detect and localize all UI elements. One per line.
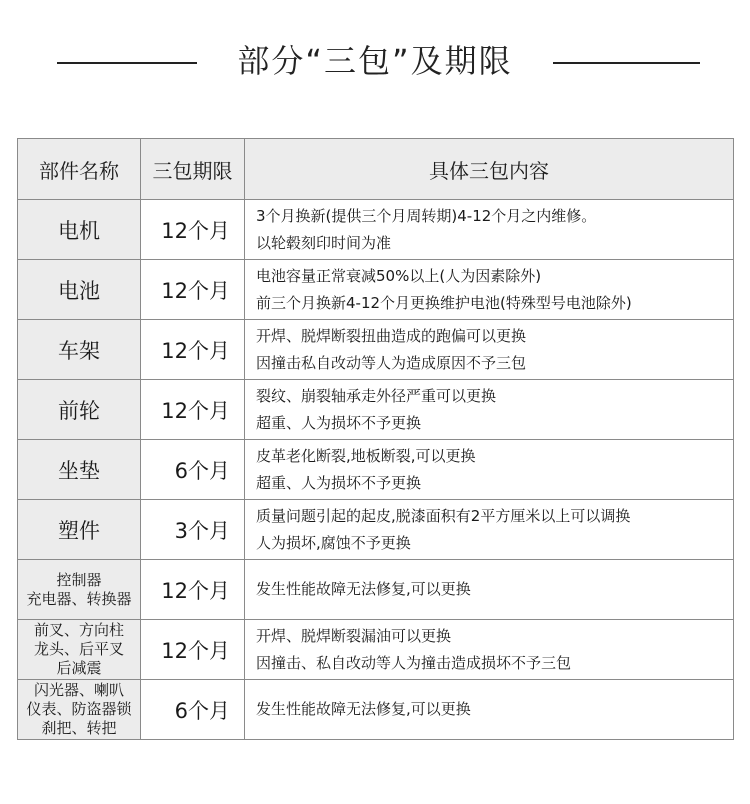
warranty-period: 12个月 [141,560,245,620]
part-name-cell [18,200,141,260]
header-part: 部件名称 [18,139,141,200]
warranty-content-line: 发生性能故障无法修复,可以更换 [256,700,471,718]
part-name: 控制器 [56,570,102,589]
warranty-content-line: 超重、人为损坏不予更换 [256,473,422,492]
part-name: 电机 [58,218,100,243]
header-period: 三包期限 [141,139,245,200]
part-name: 塑件 [58,518,100,543]
warranty-content-line: 3个月换新(提供三个月周转期)4-12个月之内维修。 [256,206,597,225]
warranty-content-cell [245,320,734,380]
warranty-period: 12个月 [141,380,245,440]
warranty-period: 12个月 [141,200,245,260]
warranty-content-line: 前三个月换新4-12个月更换维护电池(特殊型号电池除外) [256,293,632,312]
warranty-period: 12个月 [141,260,245,320]
part-name: 坐垫 [58,458,100,483]
warranty-content-cell [245,680,734,740]
warranty-content-line: 开焊、脱焊断裂漏油可以更换 [256,626,452,645]
part-name: 车架 [58,338,100,363]
part-name-cell [18,560,141,620]
part-name-cell [18,380,141,440]
part-name-cell [18,260,141,320]
table-body [18,200,734,740]
warranty-content-line: 开焊、脱焊断裂扭曲造成的跑偏可以更换 [256,326,527,345]
warranty-content-line: 人为损坏,腐蚀不予更换 [256,533,411,552]
part-name-cell [18,440,141,500]
part-name-cell [18,500,141,560]
table-row [18,320,734,380]
warranty-content-cell [245,500,734,560]
warranty-content-line: 发生性能故障无法修复,可以更换 [256,580,471,598]
warranty-content-cell [245,560,734,620]
part-name: 仪表、防盗器锁 [26,700,132,718]
table-row [18,380,734,440]
table-row [18,680,734,740]
part-name: 闪光器、喇叭 [33,681,124,699]
warranty-content-line: 电池容量正常衰减50%以上(人为因素除外) [256,266,542,285]
part-name: 后减震 [56,659,102,677]
warranty-content-cell [245,380,734,440]
part-name: 前轮 [58,398,100,423]
table-row [18,620,734,680]
warranty-period: 12个月 [141,320,245,380]
part-name-cell [18,680,141,740]
table-row [18,200,734,260]
header-content: 具体三包内容 [245,139,734,200]
warranty-content-cell [245,440,734,500]
warranty-content-line: 以轮毂刻印时间为准 [256,233,392,252]
part-name: 前叉、方向柱 [33,621,124,639]
warranty-content-line: 因撞击私自改动等人为造成原因不予三包 [256,353,527,372]
warranty-period: 3个月 [141,500,245,560]
table-row [18,440,734,500]
warranty-content-line: 质量问题引起的起皮,脱漆面积有2平方厘米以上可以调换 [256,506,631,525]
warranty-period: 6个月 [141,680,245,740]
part-name: 电池 [58,278,100,303]
warranty-content-line: 因撞击、私自改动等人为撞击造成损坏不予三包 [256,653,572,672]
table-row [18,560,734,620]
page-title: 部分“三包”及期限 [237,42,513,80]
title-bar [0,36,750,86]
part-name: 充电器、转换器 [26,589,132,608]
warranty-content-line: 裂纹、崩裂轴承走外径严重可以更换 [256,386,497,405]
part-name-cell [18,320,141,380]
part-name-cell [18,620,141,680]
part-name: 龙头、后平叉 [33,640,124,658]
title-divider-left [57,62,197,64]
title-divider-right [553,62,700,64]
table-row [18,500,734,560]
table-row [18,260,734,320]
part-name: 刹把、转把 [41,719,117,737]
warranty-content-cell [245,200,734,260]
warranty-period: 6个月 [141,440,245,500]
warranty-content-cell [245,620,734,680]
warranty-content-line: 皮革老化断裂,地板断裂,可以更换 [256,446,476,465]
warranty-period: 12个月 [141,620,245,680]
warranty-content-cell [245,260,734,320]
warranty-table [17,138,734,740]
warranty-content-line: 超重、人为损坏不予更换 [256,413,422,432]
